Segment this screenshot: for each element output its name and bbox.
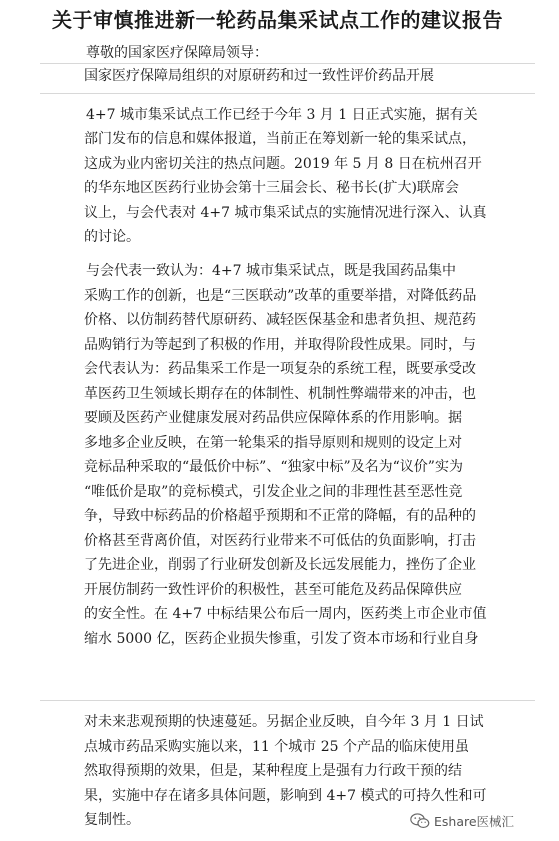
- text-line: 这成为业内密切关注的热点问题。2019 年 5 月 8 日在杭州召开: [84, 156, 482, 172]
- text-line: 复制性。: [84, 812, 140, 828]
- salutation: 尊敬的国家医疗保障局领导：: [86, 45, 268, 61]
- text-line: 4+7 城市集采试点工作已经于今年 3 月 1 日正式实施，据有关: [86, 107, 478, 123]
- watermark-text: Eshare医械汇: [434, 814, 515, 829]
- text-line: 会代表认为：药品集采工作是一项复杂的系统工程，既要承受改: [84, 361, 476, 377]
- text-line: 要顾及医药产业健康发展对药品供应保障体系的作用影响。据: [84, 410, 462, 426]
- text-line: 的讨论。: [84, 229, 140, 245]
- divider: [40, 63, 535, 64]
- text-line: 部门发布的信息和媒体报道，当前正在筹划新一轮的集采试点，: [84, 131, 476, 147]
- text-line: 品购销行为等起到了积极的作用，并取得阶段性成果。同时，与: [84, 337, 476, 353]
- text-line: 果，实施中存在诸多具体问题，影响到 4+7 模式的可持久性和可: [84, 788, 487, 804]
- text-line: 的华东地区医药行业协会第十三届会长、秘书长(扩大)联席会: [84, 180, 459, 196]
- text-line: 的安全性。在 4+7 中标结果公布后一周内，医药类上市企业市值: [84, 606, 487, 622]
- divider: [40, 700, 535, 701]
- text-line: 点城市药品采购实施以来，11 个城市 25 个产品的临床使用虽: [84, 739, 469, 755]
- text-line: “唯低价是取”的竞标模式，引发企业之间的非理性甚至恶性竞: [84, 484, 463, 500]
- text-line: 革医药卫生领域长期存在的体制性、机制性弊端带来的冲击，也: [84, 386, 476, 402]
- document-title: 关于审慎推进新一轮药品集采试点工作的建议报告: [52, 8, 503, 32]
- text-line: 缩水 5000 亿，医药企业损失惨重，引发了资本市场和行业自身: [84, 631, 479, 647]
- text-line: 然取得预期的效果，但是，某种程度上是强有力行政干预的结: [84, 763, 462, 779]
- text-line: 争，导致中标药品的价格超乎预期和不正常的降幅，有的品种的: [84, 508, 476, 524]
- text-line: 开展仿制药一致性评价的积极性，甚至可能危及药品保障供应: [84, 582, 462, 598]
- text-line: 多地多企业反映，在第一轮集采的指导原则和规则的设定上对: [84, 435, 462, 451]
- text-line: 与会代表一致认为：4+7 城市集采试点，既是我国药品集中: [86, 263, 456, 279]
- divider: [40, 93, 535, 94]
- text-line: 价格、以仿制药替代原研药、减轻医保基金和患者负担、规范药: [84, 312, 476, 328]
- text-line: 议上，与会代表对 4+7 城市集采试点的实施情况进行深入、认真: [84, 205, 487, 221]
- text-line: 对未来悲观预期的快速蔓延。另据企业反映，自今年 3 月 1 日试: [84, 714, 484, 730]
- text-line: 了先进企业，削弱了行业研发创新及长远发展能力，挫伤了企业: [84, 557, 476, 573]
- watermark: [410, 810, 514, 832]
- text-line: 采购工作的创新，也是“三医联动”改革的重要举措，对降低药品: [84, 288, 477, 304]
- text-line: 国家医疗保障局组织的对原研药和过一致性评价药品开展: [84, 68, 434, 84]
- text-line: 竞标品种采取的“最低价中标”、“独家中标”及名为“议价”实为: [84, 459, 463, 475]
- text-line: 价格甚至背离价值，对医药行业带来不可低估的负面影响，打击: [84, 533, 476, 549]
- wechat-icon: [410, 812, 430, 830]
